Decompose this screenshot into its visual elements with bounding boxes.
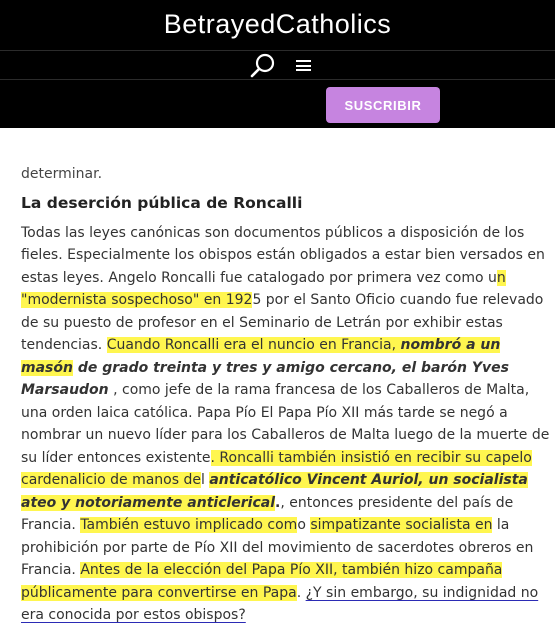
site-header [0, 0, 555, 128]
previous-paragraph-end: determinar. [21, 166, 103, 182]
nav-bar [0, 50, 555, 80]
site-logo[interactable] [0, 9, 555, 40]
highlight: . Roncalli también insistió en recibir su capelo cardenalicio de manos de [21, 449, 532, 488]
underlined-question: ¿Y sin embargo, su indignidad no era conocida por estos obispos? [21, 584, 539, 623]
section-heading: La deserción pública de Roncalli [21, 193, 303, 212]
highlight: Antes de la elección del Papa Pío XII, también hizo campaña públicamente para convertirse en Papa [21, 562, 503, 601]
logo-text: BetrayedCatholics [163, 9, 392, 39]
subscribe-button[interactable]: SUSCRIBIR [326, 87, 440, 123]
article-content [21, 118, 551, 627]
highlight: También estuvo implicado com [80, 517, 298, 533]
highlight: n "modernista sospechoso" en 192 [21, 269, 506, 308]
article-paragraph: Todas las leyes canónicas son documentos públicos a disposición de los fieles. Especialmente los obispos están obligados a estar bien versados en estas leyes. Angelo Roncalli fue catalogado por primera vez como un "modernista sospechoso" en 1925 por el Santo Oficio cuando fue relevado de su puesto de profesor en el Seminario de Letrán por exhibir estas tendencias. Cuando Roncalli era el nuncio en Francia, nombró a un masón de grado treinta y tres y amigo cercano, el barón Yves Marsaudon , como jefe de la rama francesa de los Caballeros de Malta, una orden laica católica. Papa Pío El Papa Pío XII más tarde se negó a nombrar un nuevo líder para los Caballeros de Malta luego de la muerte de su líder entonces existente. Roncalli también insistió en recibir su capelo cardenalicio de manos del anticatólico Vincent Auriol, un socialista ateo y notoriamente anticlerical., entonces presidente del país de Francia. También estuvo implicado como simpatizante socialista en la prohibición por parte de Pío XII del movimiento de sacerdotes obreros en Francia. Antes de la elección del Papa Pío XII, también hizo campaña públicamente para convertirse en Papa. ¿Y sin embargo, su indignidad no era conocida por estos obispos? [21, 224, 550, 623]
highlight: simpatizante socialista en [310, 517, 493, 533]
search-icon[interactable] [250, 53, 276, 79]
previous-paragraph [21, 118, 551, 186]
highlight: anticatólico Vincent Auriol, un socialista ateo y notoriamente anticlerical [21, 472, 528, 511]
highlight: Cuando Roncalli era el nuncio en Francia, [106, 337, 401, 353]
menu-icon[interactable] [296, 60, 311, 71]
highlight: nombró a un masón [21, 337, 501, 376]
